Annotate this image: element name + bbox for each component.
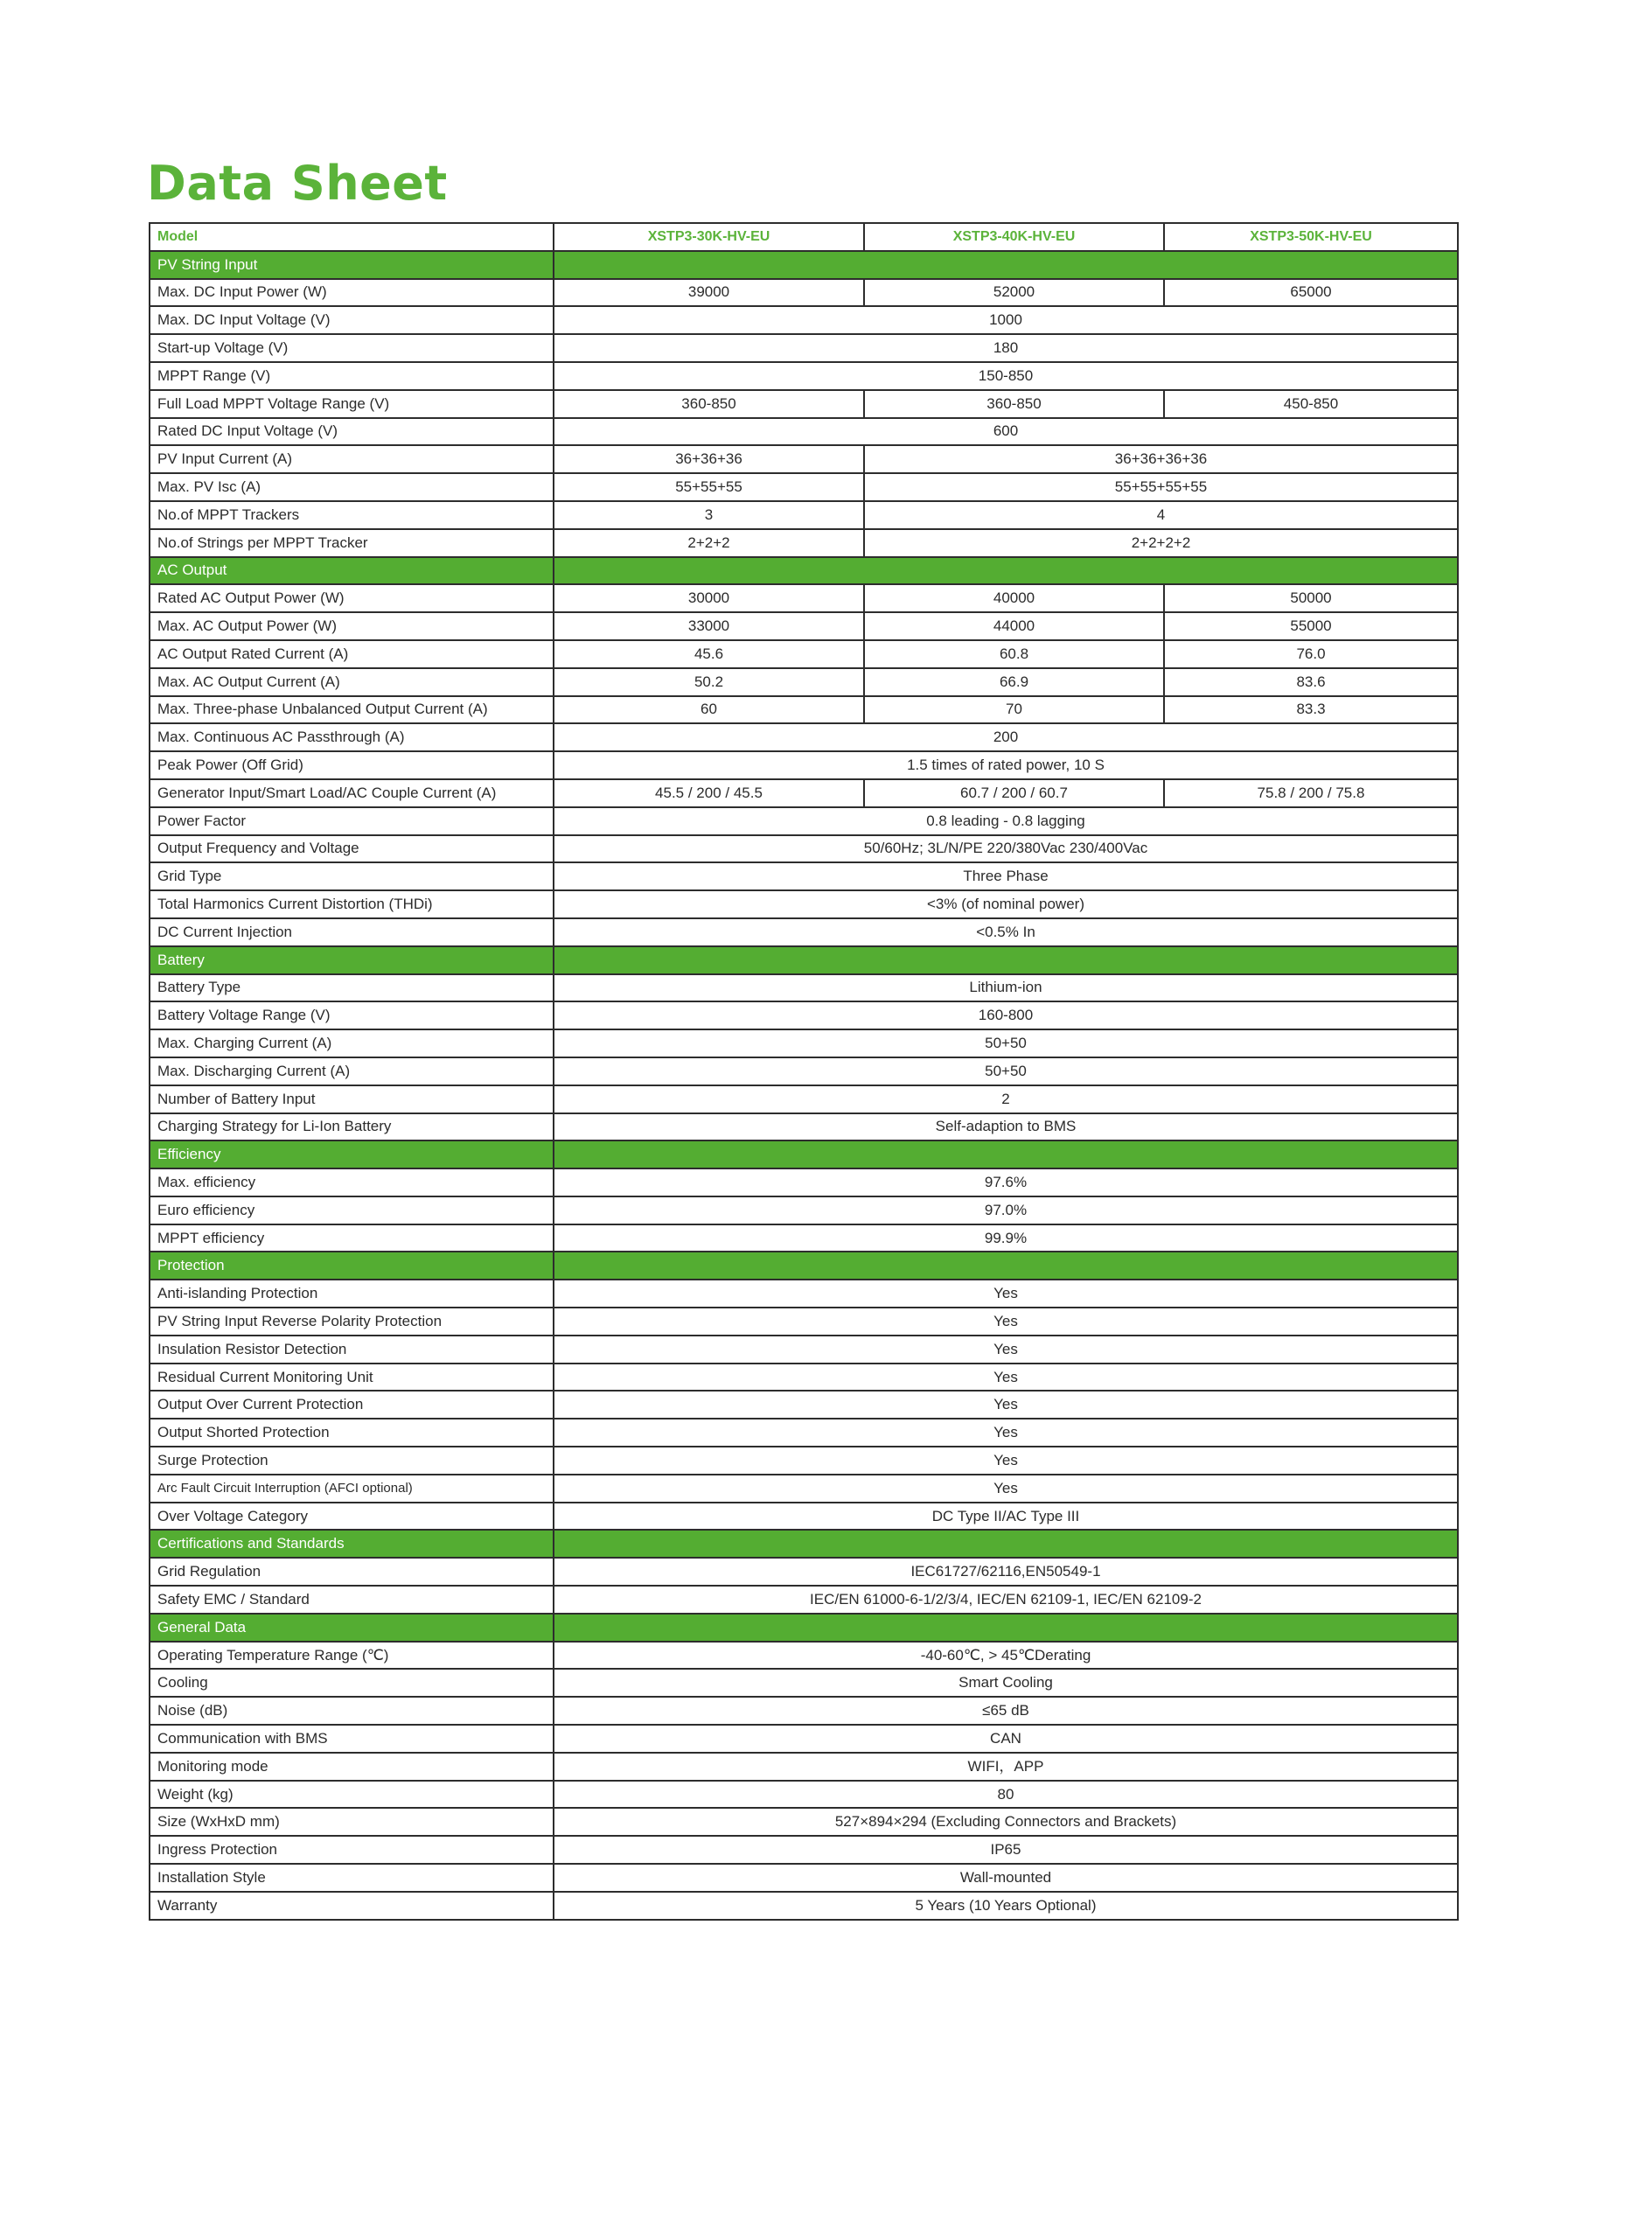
- spec-value: 180: [554, 334, 1458, 362]
- spec-label: Weight (kg): [150, 1781, 554, 1809]
- spec-value: Smart Cooling: [554, 1669, 1458, 1697]
- spec-value: 36+36+36: [554, 445, 864, 473]
- spec-value: 50+50: [554, 1057, 1458, 1085]
- spec-row: [150, 835, 1458, 863]
- page-title: Data Sheet: [147, 156, 448, 211]
- spec-row: [150, 1836, 1458, 1864]
- spec-label: Warranty: [150, 1892, 554, 1920]
- section-title: Certifications and Standards: [150, 1530, 554, 1558]
- spec-value: 97.0%: [554, 1196, 1458, 1224]
- spec-value: <3% (of nominal power): [554, 890, 1458, 918]
- spec-value: 39000: [554, 279, 864, 307]
- model-name: XSTP3-50K-HV-EU: [1164, 223, 1458, 251]
- spec-label: Monitoring mode: [150, 1753, 554, 1781]
- spec-row: [150, 445, 1458, 473]
- section-header-row: [150, 1252, 1458, 1280]
- section-header-row: [150, 1140, 1458, 1168]
- spec-row: [150, 1308, 1458, 1336]
- spec-value: 99.9%: [554, 1224, 1458, 1252]
- spec-row: [150, 1753, 1458, 1781]
- spec-row: [150, 1864, 1458, 1892]
- spec-value: 60: [554, 696, 864, 724]
- spec-value: 160-800: [554, 1001, 1458, 1029]
- spec-row: [150, 1669, 1458, 1697]
- spec-label: No.of Strings per MPPT Tracker: [150, 529, 554, 557]
- spec-label: Max. Discharging Current (A): [150, 1057, 554, 1085]
- spec-label: Cooling: [150, 1669, 554, 1697]
- spec-label: Noise (dB): [150, 1697, 554, 1725]
- spec-value: 97.6%: [554, 1168, 1458, 1196]
- spec-label: Communication with BMS: [150, 1725, 554, 1753]
- spec-value: Yes: [554, 1280, 1458, 1308]
- spec-value: 45.6: [554, 640, 864, 668]
- spec-value: Wall-mounted: [554, 1864, 1458, 1892]
- spec-row: [150, 1892, 1458, 1920]
- spec-value: 60.7 / 200 / 60.7: [864, 779, 1164, 807]
- spec-value: 50.2: [554, 668, 864, 696]
- spec-value: Yes: [554, 1336, 1458, 1364]
- spec-label: Size (WxHxD mm): [150, 1808, 554, 1836]
- spec-label: Charging Strategy for Li-Ion Battery: [150, 1113, 554, 1141]
- spec-row: [150, 696, 1458, 724]
- spec-value: CAN: [554, 1725, 1458, 1753]
- spec-row: [150, 1085, 1458, 1113]
- spec-value: 36+36+36+36: [864, 445, 1458, 473]
- spec-value: Self-adaption to BMS: [554, 1113, 1458, 1141]
- spec-label: Safety EMC / Standard: [150, 1586, 554, 1614]
- spec-row: [150, 890, 1458, 918]
- spec-label: No.of MPPT Trackers: [150, 501, 554, 529]
- spec-label: Operating Temperature Range (℃): [150, 1642, 554, 1670]
- spec-value: 76.0: [1164, 640, 1458, 668]
- spec-value: 1000: [554, 306, 1458, 334]
- spec-row: [150, 779, 1458, 807]
- section-fill: [554, 946, 1458, 974]
- spec-label: MPPT efficiency: [150, 1224, 554, 1252]
- spec-label: Rated AC Output Power (W): [150, 584, 554, 612]
- spec-label: Output Over Current Protection: [150, 1391, 554, 1419]
- spec-row: [150, 1558, 1458, 1586]
- spec-value: 65000: [1164, 279, 1458, 307]
- spec-value: 360-850: [554, 390, 864, 418]
- section-fill: [554, 1530, 1458, 1558]
- spec-row: [150, 334, 1458, 362]
- spec-value: 5 Years (10 Years Optional): [554, 1892, 1458, 1920]
- spec-value: DC Type II/AC Type III: [554, 1503, 1458, 1531]
- spec-row: [150, 668, 1458, 696]
- spec-row: [150, 1642, 1458, 1670]
- spec-value: 75.8 / 200 / 75.8: [1164, 779, 1458, 807]
- spec-label: Max. efficiency: [150, 1168, 554, 1196]
- spec-value: 50+50: [554, 1029, 1458, 1057]
- spec-row: [150, 1364, 1458, 1392]
- spec-label: Max. DC Input Voltage (V): [150, 306, 554, 334]
- spec-row: [150, 1586, 1458, 1614]
- spec-row: [150, 1196, 1458, 1224]
- spec-row: [150, 1224, 1458, 1252]
- spec-value: 66.9: [864, 668, 1164, 696]
- spec-row: [150, 751, 1458, 779]
- spec-row: [150, 1057, 1458, 1085]
- spec-value: IP65: [554, 1836, 1458, 1864]
- spec-label: Generator Input/Smart Load/AC Couple Current (A): [150, 779, 554, 807]
- spec-row: [150, 640, 1458, 668]
- spec-value: 2: [554, 1085, 1458, 1113]
- spec-label: Ingress Protection: [150, 1836, 554, 1864]
- spec-label: PV String Input Reverse Polarity Protection: [150, 1308, 554, 1336]
- spec-row: [150, 723, 1458, 751]
- spec-row: [150, 1447, 1458, 1475]
- spec-value: Yes: [554, 1308, 1458, 1336]
- spec-value: 2+2+2: [554, 529, 864, 557]
- spec-row: [150, 807, 1458, 835]
- spec-label: Max. Continuous AC Passthrough (A): [150, 723, 554, 751]
- section-title: Efficiency: [150, 1140, 554, 1168]
- spec-label: Grid Type: [150, 862, 554, 890]
- spec-row: [150, 1168, 1458, 1196]
- spec-row: [150, 418, 1458, 446]
- spec-value: 55000: [1164, 612, 1458, 640]
- spec-value: 30000: [554, 584, 864, 612]
- spec-value: 450-850: [1164, 390, 1458, 418]
- spec-label: Surge Protection: [150, 1447, 554, 1475]
- spec-row: [150, 1475, 1458, 1503]
- spec-label: Grid Regulation: [150, 1558, 554, 1586]
- spec-value: 0.8 leading - 0.8 lagging: [554, 807, 1458, 835]
- spec-label: Rated DC Input Voltage (V): [150, 418, 554, 446]
- spec-row: [150, 362, 1458, 390]
- spec-row: [150, 612, 1458, 640]
- spec-value: 40000: [864, 584, 1164, 612]
- section-title: AC Output: [150, 557, 554, 585]
- spec-label: Max. PV Isc (A): [150, 473, 554, 501]
- section-header-row: [150, 1614, 1458, 1642]
- spec-value: IEC/EN 61000-6-1/2/3/4, IEC/EN 62109-1, IEC/EN 62109-2: [554, 1586, 1458, 1614]
- spec-value: 2+2+2+2: [864, 529, 1458, 557]
- section-header-row: [150, 1530, 1458, 1558]
- section-fill: [554, 1252, 1458, 1280]
- spec-label: Number of Battery Input: [150, 1085, 554, 1113]
- spec-value: 50000: [1164, 584, 1458, 612]
- spec-label: Battery Voltage Range (V): [150, 1001, 554, 1029]
- spec-row: [150, 1280, 1458, 1308]
- spec-value: 600: [554, 418, 1458, 446]
- spec-value: -40-60℃, > 45℃Derating: [554, 1642, 1458, 1670]
- spec-label: DC Current Injection: [150, 918, 554, 946]
- spec-value: 83.6: [1164, 668, 1458, 696]
- spec-value: 60.8: [864, 640, 1164, 668]
- spec-label: Max. DC Input Power (W): [150, 279, 554, 307]
- spec-value: 150-850: [554, 362, 1458, 390]
- spec-label: Euro efficiency: [150, 1196, 554, 1224]
- spec-value: 50/60Hz; 3L/N/PE 220/380Vac 230/400Vac: [554, 835, 1458, 863]
- spec-row: [150, 918, 1458, 946]
- spec-row: [150, 1808, 1458, 1836]
- section-header-row: [150, 557, 1458, 585]
- spec-row: [150, 390, 1458, 418]
- spec-value: 360-850: [864, 390, 1164, 418]
- spec-label: Output Shorted Protection: [150, 1419, 554, 1447]
- spec-value: 4: [864, 501, 1458, 529]
- spec-label: Residual Current Monitoring Unit: [150, 1364, 554, 1392]
- spec-value: Yes: [554, 1475, 1458, 1503]
- spec-label: Over Voltage Category: [150, 1503, 554, 1531]
- spec-value: Lithium-ion: [554, 974, 1458, 1002]
- spec-row: [150, 974, 1458, 1002]
- spec-label: Power Factor: [150, 807, 554, 835]
- spec-value: 1.5 times of rated power, 10 S: [554, 751, 1458, 779]
- spec-label: Insulation Resistor Detection: [150, 1336, 554, 1364]
- spec-label: Full Load MPPT Voltage Range (V): [150, 390, 554, 418]
- model-label: Model: [150, 223, 554, 251]
- spec-value: 45.5 / 200 / 45.5: [554, 779, 864, 807]
- spec-row: [150, 1336, 1458, 1364]
- section-title: Protection: [150, 1252, 554, 1280]
- model-header-row: [150, 223, 1458, 251]
- spec-label: Max. AC Output Current (A): [150, 668, 554, 696]
- spec-row: [150, 473, 1458, 501]
- spec-row: [150, 1419, 1458, 1447]
- section-fill: [554, 557, 1458, 585]
- section-fill: [554, 1614, 1458, 1642]
- data-sheet-table: [149, 222, 1459, 1921]
- spec-value: Yes: [554, 1391, 1458, 1419]
- spec-label: Output Frequency and Voltage: [150, 835, 554, 863]
- spec-value: IEC61727/62116,EN50549-1: [554, 1558, 1458, 1586]
- spec-label: Anti-islanding Protection: [150, 1280, 554, 1308]
- spec-row: [150, 584, 1458, 612]
- spec-row: [150, 306, 1458, 334]
- spec-row: [150, 1113, 1458, 1141]
- spec-row: [150, 862, 1458, 890]
- section-title: General Data: [150, 1614, 554, 1642]
- spec-label: Max. Charging Current (A): [150, 1029, 554, 1057]
- spec-label: Installation Style: [150, 1864, 554, 1892]
- spec-value: Yes: [554, 1419, 1458, 1447]
- spec-label: Start-up Voltage (V): [150, 334, 554, 362]
- spec-value: WIFI，APP: [554, 1753, 1458, 1781]
- spec-value: 527×894×294 (Excluding Connectors and Brackets): [554, 1808, 1458, 1836]
- spec-value: 200: [554, 723, 1458, 751]
- spec-label: Peak Power (Off Grid): [150, 751, 554, 779]
- spec-value: 70: [864, 696, 1164, 724]
- spec-value: 55+55+55+55: [864, 473, 1458, 501]
- spec-value: Yes: [554, 1447, 1458, 1475]
- spec-row: [150, 1029, 1458, 1057]
- spec-label: PV Input Current (A): [150, 445, 554, 473]
- section-title: PV String Input: [150, 251, 554, 279]
- spec-value: ≤65 dB: [554, 1697, 1458, 1725]
- spec-row: [150, 1391, 1458, 1419]
- spec-label: MPPT Range (V): [150, 362, 554, 390]
- spec-row: [150, 1781, 1458, 1809]
- section-header-row: [150, 946, 1458, 974]
- spec-value: 80: [554, 1781, 1458, 1809]
- spec-label: Total Harmonics Current Distortion (THDi): [150, 890, 554, 918]
- spec-label: Battery Type: [150, 974, 554, 1002]
- spec-row: [150, 501, 1458, 529]
- model-name: XSTP3-30K-HV-EU: [554, 223, 864, 251]
- spec-label: Arc Fault Circuit Interruption (AFCI optional): [150, 1475, 554, 1503]
- spec-value: 33000: [554, 612, 864, 640]
- spec-value: Yes: [554, 1364, 1458, 1392]
- section-header-row: [150, 251, 1458, 279]
- spec-label: Max. AC Output Power (W): [150, 612, 554, 640]
- spec-row: [150, 529, 1458, 557]
- section-title: Battery: [150, 946, 554, 974]
- spec-row: [150, 1503, 1458, 1531]
- spec-value: 44000: [864, 612, 1164, 640]
- spec-value: 55+55+55: [554, 473, 864, 501]
- spec-label: AC Output Rated Current (A): [150, 640, 554, 668]
- model-name: XSTP3-40K-HV-EU: [864, 223, 1164, 251]
- spec-value: Three Phase: [554, 862, 1458, 890]
- spec-value: 83.3: [1164, 696, 1458, 724]
- spec-label: Max. Three-phase Unbalanced Output Current (A): [150, 696, 554, 724]
- spec-value: 3: [554, 501, 864, 529]
- spec-row: [150, 1001, 1458, 1029]
- spec-row: [150, 1697, 1458, 1725]
- spec-row: [150, 1725, 1458, 1753]
- section-fill: [554, 1140, 1458, 1168]
- spec-value: 52000: [864, 279, 1164, 307]
- section-fill: [554, 251, 1458, 279]
- spec-row: [150, 279, 1458, 307]
- spec-value: <0.5% In: [554, 918, 1458, 946]
